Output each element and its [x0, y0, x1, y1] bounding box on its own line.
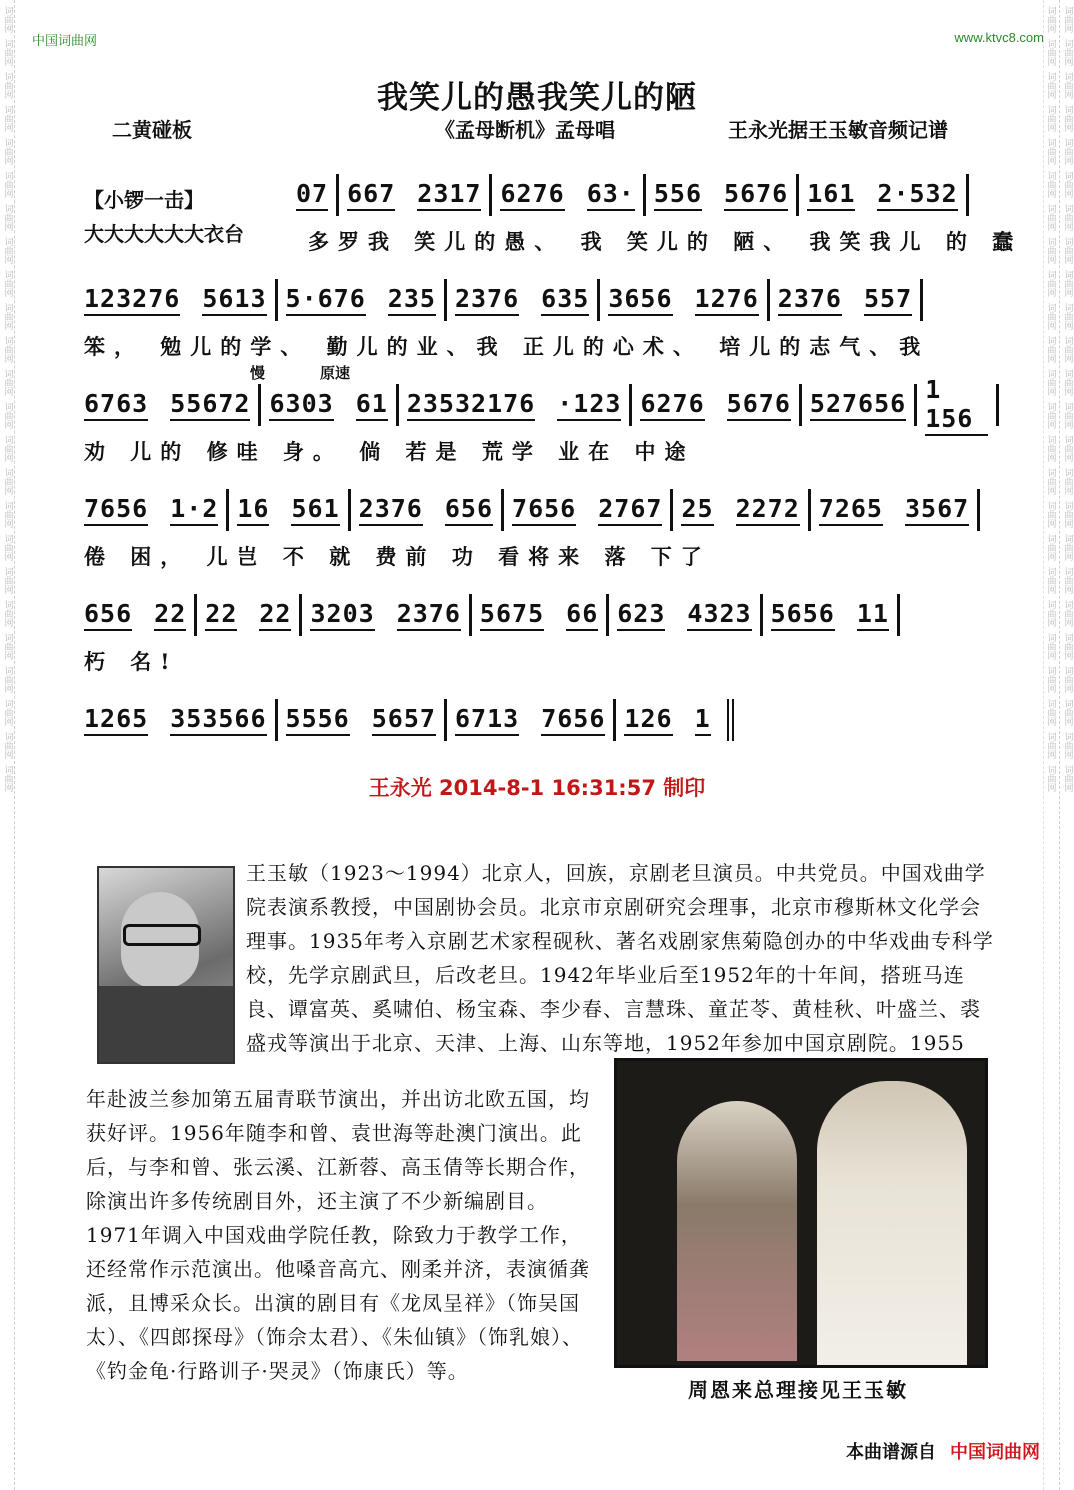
- edge-watermark-text: 词曲网: [1062, 468, 1073, 495]
- edge-watermark-text: 词曲网: [1062, 534, 1073, 561]
- note-group: 4323: [687, 599, 751, 631]
- score-measure: [489, 174, 642, 216]
- note-group: 61: [356, 389, 388, 421]
- note-group: 2376: [359, 494, 423, 526]
- note-group: 5657: [372, 704, 436, 736]
- score-measure: [84, 489, 226, 531]
- edge-watermark-text: 词曲网: [1062, 171, 1073, 198]
- lyric-line: 劝 儿的 修哇 身。 倘 若是 荒学 业在 中途: [84, 439, 695, 464]
- edge-watermark-text: 词曲网: [1045, 369, 1056, 396]
- score-measure: [760, 594, 900, 636]
- edge-watermark-text: 词曲网: [2, 765, 13, 792]
- edge-watermark-text: 词曲网: [2, 435, 13, 462]
- edge-watermark-text: 词曲网: [1045, 567, 1056, 594]
- note-group: 11: [857, 599, 889, 631]
- edge-watermark-text: 词曲网: [2, 72, 13, 99]
- gong-text: 大大大大大大衣台: [84, 222, 244, 246]
- footer-brand-link[interactable]: 中国词曲网: [950, 1442, 1040, 1463]
- tempo-original-mark: 原速: [320, 364, 351, 382]
- score-notes: [84, 594, 999, 636]
- note-group: 656: [445, 494, 493, 526]
- score-measure: [194, 594, 299, 636]
- note-group: 5675: [480, 599, 544, 631]
- edge-watermark-text: 词曲网: [1045, 6, 1056, 33]
- note-group: 5676: [727, 389, 791, 421]
- note-group: 2272: [736, 494, 800, 526]
- note-group: 667: [347, 179, 395, 211]
- score-row: [84, 364, 999, 481]
- printed-by-line: 王永光 2014-8-1 16:31:57 制印: [368, 776, 706, 800]
- edge-watermark-text: 词曲网: [1062, 72, 1073, 99]
- gong-label: 【小锣一击】: [84, 188, 204, 212]
- edge-watermark-text: 词曲网: [1045, 138, 1056, 165]
- note-group: 3656: [608, 284, 672, 316]
- song-title: 我笑儿的愚我笑儿的陋: [377, 80, 697, 116]
- score-notes: [84, 699, 999, 741]
- edge-watermark-text: 词曲网: [1045, 336, 1056, 363]
- score-measure: [670, 489, 807, 531]
- note-group: 6763: [84, 389, 148, 421]
- edge-watermark-text: 词曲网: [1062, 435, 1073, 462]
- edge-watermark-text: 词曲网: [1045, 732, 1056, 759]
- score-measure: [606, 594, 759, 636]
- note-group: ·123: [557, 389, 621, 421]
- score-measure: [799, 384, 914, 426]
- note-group: 1 156: [925, 375, 988, 436]
- left-edge-watermark: [0, 0, 15, 1490]
- note-group: 6276: [640, 389, 704, 421]
- edge-watermark-text: 词曲网: [1045, 171, 1056, 198]
- portrait-photo: [97, 866, 235, 1064]
- edge-watermark-text: 词曲网: [2, 105, 13, 132]
- score-row: [84, 271, 999, 376]
- edge-watermark-text: 词曲网: [2, 303, 13, 330]
- edge-watermark-text: 词曲网: [2, 6, 13, 33]
- edge-watermark-text: 词曲网: [1062, 633, 1073, 660]
- note-group: 5676: [724, 179, 788, 211]
- note-group: 7656: [512, 494, 576, 526]
- note-group: 635: [541, 284, 589, 316]
- note-group: 25: [681, 494, 713, 526]
- edge-watermark-text: 词曲网: [1062, 138, 1073, 165]
- edge-watermark-text: 词曲网: [2, 600, 13, 627]
- edge-watermark-text: 词曲网: [1045, 468, 1056, 495]
- note-group: 55672: [170, 389, 250, 421]
- note-group: 6713: [455, 704, 519, 736]
- edge-watermark-text: 词曲网: [1045, 534, 1056, 561]
- edge-watermark-text: 词曲网: [1062, 204, 1073, 231]
- edge-watermark-text: 词曲网: [1062, 270, 1073, 297]
- note-group: 7656: [84, 494, 148, 526]
- score-notes: [84, 174, 1074, 216]
- score-measure: [613, 699, 733, 741]
- note-group: 2767: [598, 494, 662, 526]
- note-group: 1: [695, 704, 711, 736]
- score-measure: [444, 279, 597, 321]
- edge-watermark-text: 词曲网: [2, 270, 13, 297]
- song-mode: 二黄碰板: [112, 118, 192, 142]
- note-group: 22: [154, 599, 186, 631]
- score-notes: [84, 374, 999, 433]
- note-group: 1276: [695, 284, 759, 316]
- note-group: 656: [84, 599, 132, 631]
- note-group: 5·676: [286, 284, 366, 316]
- edge-watermark-text: 词曲网: [1062, 237, 1073, 264]
- edge-watermark-text: 词曲网: [1045, 303, 1056, 330]
- edge-watermark-text: 词曲网: [1045, 402, 1056, 429]
- note-group: 22: [205, 599, 237, 631]
- score-notes: [84, 489, 999, 531]
- score-row: [84, 586, 999, 691]
- note-group: 2376: [397, 599, 461, 631]
- score-measure: [396, 384, 630, 426]
- score-measure: [299, 594, 468, 636]
- footer-source: [846, 1438, 1040, 1464]
- edge-watermark-text: 词曲网: [1045, 765, 1056, 792]
- note-group: 3203: [310, 599, 374, 631]
- score-measure: [796, 174, 968, 216]
- lyric-line: 笨， 勉儿的学、 勤儿的业、我 正儿的心术、 培儿的志气、我: [84, 334, 930, 359]
- edge-watermark-text: 词曲网: [1062, 39, 1073, 66]
- note-group: 2317: [417, 179, 481, 211]
- note-group: 623: [617, 599, 665, 631]
- edge-watermark-text: 词曲网: [1045, 666, 1056, 693]
- score-measure: [444, 699, 613, 741]
- tempo-slow-mark: 慢: [250, 364, 266, 382]
- score-measure: [84, 699, 275, 741]
- edge-watermark-text: 词曲网: [1062, 303, 1073, 330]
- score-measure: [84, 594, 194, 636]
- edge-watermark-text: 词曲网: [1045, 501, 1056, 528]
- score-measure: [501, 489, 670, 531]
- edge-watermark-text: 词曲网: [2, 171, 13, 198]
- score-measure: [914, 374, 999, 433]
- edge-watermark-text: 词曲网: [1045, 72, 1056, 99]
- edge-watermark-text: 词曲网: [2, 699, 13, 726]
- edge-watermark-text: 词曲网: [2, 732, 13, 759]
- score-measure: [336, 174, 489, 216]
- score-measure: [469, 594, 606, 636]
- right-edge-watermark: [1059, 0, 1074, 1490]
- note-group: 1·2: [170, 494, 218, 526]
- score-measure: [275, 699, 444, 741]
- note-group: 126: [624, 704, 672, 736]
- note-group: 22: [259, 599, 291, 631]
- note-group: 561: [291, 494, 339, 526]
- edge-watermark-text: 词曲网: [2, 336, 13, 363]
- edge-watermark-text: 词曲网: [2, 501, 13, 528]
- note-group: 7265: [819, 494, 883, 526]
- note-group: 07: [296, 179, 328, 211]
- edge-watermark-text: 词曲网: [2, 402, 13, 429]
- score-measure: [808, 489, 980, 531]
- edge-watermark-text: 词曲网: [1062, 6, 1073, 33]
- note-group: 3567: [905, 494, 969, 526]
- edge-watermark-text: 词曲网: [1045, 435, 1056, 462]
- edge-watermark-text: 词曲网: [2, 468, 13, 495]
- edge-watermark-text: 词曲网: [1045, 39, 1056, 66]
- edge-watermark-text: 词曲网: [2, 39, 13, 66]
- edge-watermark-text: 词曲网: [1045, 270, 1056, 297]
- edge-watermark-text: 词曲网: [1062, 336, 1073, 363]
- edge-watermark-text: 词曲网: [2, 204, 13, 231]
- edge-watermark-text: 词曲网: [1062, 732, 1073, 759]
- right-edge-watermark-inner: [1043, 0, 1056, 1490]
- bio-paragraph-1: 王玉敏（1923～1994）北京人，回族，京剧老旦演员。中共党员。中国戏曲学院表演系教授，中国剧协会员。北京市京剧研究会理事，北京市穆斯林文化学会理事。1935年考入京剧艺术家程砚秋、著名戏剧家焦菊隐创办的中华戏曲专科学校，先学京剧武旦，后改老旦。1942年毕业后至1952年的十年间，搭班马连良、谭富英、奚啸伯、杨宝森、李少春、言慧珠、童芷苓、黄桂秋、叶盛兰、裘盛戎等演出于北京、天津、上海、山东等地，1952年参加中国京剧院。1955: [246, 861, 994, 1055]
- edge-watermark-text: 词曲网: [1062, 567, 1073, 594]
- score-measure: [597, 279, 766, 321]
- meeting-photo: [614, 1058, 988, 1368]
- edge-watermark-text: 词曲网: [2, 666, 13, 693]
- score-measure: [767, 279, 923, 321]
- note-group: 5656: [771, 599, 835, 631]
- site-url-right[interactable]: www.ktvc8.com: [954, 30, 1044, 45]
- jianpu-score: [84, 166, 1023, 796]
- edge-watermark-text: 词曲网: [1045, 699, 1056, 726]
- score-measure: [629, 384, 798, 426]
- score-measure: [84, 279, 275, 321]
- note-group: 353566: [170, 704, 266, 736]
- note-group: 123276: [84, 284, 180, 316]
- edge-watermark-text: 词曲网: [2, 633, 13, 660]
- note-group: 2376: [778, 284, 842, 316]
- note-group: 235: [388, 284, 436, 316]
- edge-watermark-text: 词曲网: [1045, 237, 1056, 264]
- site-name-left[interactable]: 中国词曲网: [32, 33, 98, 48]
- edge-watermark-text: 词曲网: [1045, 204, 1056, 231]
- edge-watermark-text: 词曲网: [1062, 666, 1073, 693]
- note-group: 23532176: [407, 389, 535, 421]
- score-measure: [84, 384, 258, 426]
- edge-watermark-text: 词曲网: [1062, 699, 1073, 726]
- note-group: 6276: [500, 179, 564, 211]
- note-group: 1265: [84, 704, 148, 736]
- edge-watermark-text: 词曲网: [1045, 600, 1056, 627]
- note-group: 556: [654, 179, 702, 211]
- score-measure: [275, 279, 444, 321]
- lyric-line: 倦 困， 儿岂 不 就 费前 功 看将来 落 下了: [84, 544, 711, 569]
- score-measure: [348, 489, 501, 531]
- song-source: 《孟母断机》孟母唱: [435, 118, 615, 142]
- note-group: 5556: [286, 704, 350, 736]
- note-group: 161: [807, 179, 855, 211]
- edge-watermark-text: 词曲网: [1062, 369, 1073, 396]
- edge-watermark-text: 词曲网: [2, 534, 13, 561]
- note-group: 5613: [202, 284, 266, 316]
- edge-watermark-text: 词曲网: [1062, 765, 1073, 792]
- edge-watermark-text: 词曲网: [2, 369, 13, 396]
- edge-watermark-text: 词曲网: [1045, 633, 1056, 660]
- note-group: 7656: [541, 704, 605, 736]
- edge-watermark-text: 词曲网: [1045, 105, 1056, 132]
- note-group: 2·532: [877, 179, 957, 211]
- edge-watermark-text: 词曲网: [1062, 105, 1073, 132]
- note-group: 66: [566, 599, 598, 631]
- edge-watermark-text: 词曲网: [2, 237, 13, 264]
- footer-source-label: 本曲谱源自: [846, 1442, 936, 1463]
- note-group: 16: [237, 494, 269, 526]
- edge-watermark-text: 词曲网: [1062, 501, 1073, 528]
- note-group: 557: [864, 284, 912, 316]
- score-row: [84, 166, 1023, 271]
- score-measure: [643, 174, 796, 216]
- edge-watermark-text: 词曲网: [2, 138, 13, 165]
- edge-watermark-text: 词曲网: [1062, 600, 1073, 627]
- bio-paragraph-2: 年赴波兰参加第五届青联节演出，并出访北欧五国，均获好评。1956年随李和曾、袁世海等赴澳门演出。此后，与李和曾、张云溪、江新蓉、高玉倩等长期合作，除演出许多传统剧目外，还主演了不少新编剧目。1971年调入中国戏曲学院任教，除致力于教学工作，还经常作示范演出。他嗓音高亢、刚柔并济，表演循龚派，且博采众长。出演的剧目有《龙凤呈祥》（饰吴国太）、《四郎探母》（饰佘太君）、《朱仙镇》（饰乳娘）、《钓金龟·行路训子·哭灵》（饰康氏）等。: [86, 1087, 590, 1383]
- note-group: 527656: [810, 389, 906, 421]
- edge-watermark-text: 词曲网: [1062, 402, 1073, 429]
- photo-caption: 周恩来总理接见王玉敏: [688, 1378, 908, 1402]
- lyric-line: 多罗我 笑儿的愚、 我 笑儿的 陋、 我笑我儿 的 蠢: [308, 229, 1023, 254]
- song-transcriber: 王永光据王玉敏音频记谱: [728, 118, 948, 142]
- edge-watermark-text: 词曲网: [2, 567, 13, 594]
- score-row: [84, 481, 999, 586]
- lyric-line: 朽 名!: [84, 649, 179, 674]
- note-group: 2376: [455, 284, 519, 316]
- score-measure: [226, 489, 347, 531]
- score-measure: [296, 174, 336, 216]
- note-group: 6303: [269, 389, 333, 421]
- score-measure: [258, 384, 395, 426]
- note-group: 63·: [587, 179, 635, 211]
- score-notes: [84, 279, 999, 321]
